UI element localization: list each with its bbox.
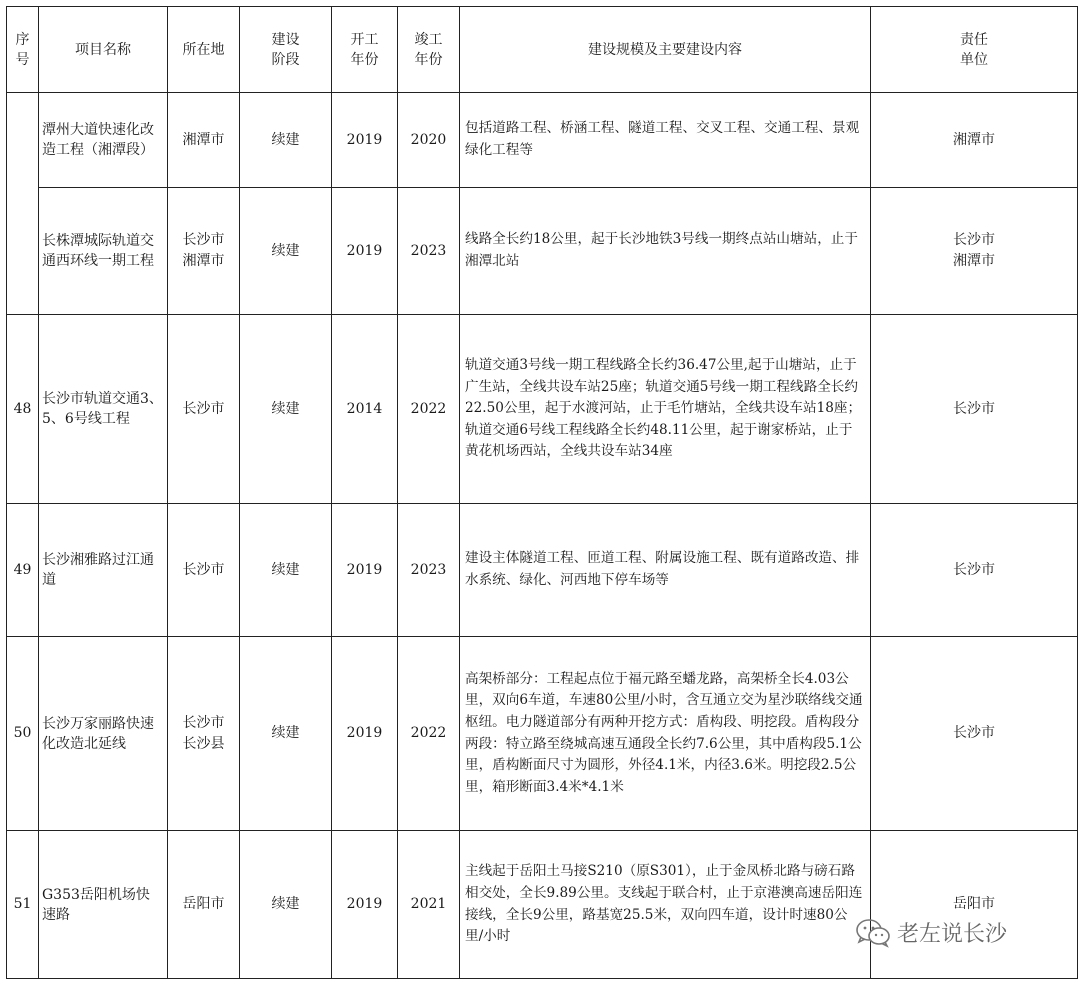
table-row xyxy=(7,93,1078,188)
row-start: 2014 xyxy=(332,315,398,504)
row-stage: 续建 xyxy=(240,93,332,188)
table-row xyxy=(7,831,1078,979)
row-location: 湘潭市 xyxy=(168,93,240,188)
row-unit: 岳阳市 xyxy=(871,831,1078,979)
table-row xyxy=(7,637,1078,831)
project-table xyxy=(6,6,1078,979)
row-end: 2022 xyxy=(398,315,460,504)
row-stage: 续建 xyxy=(240,188,332,315)
row-unit: 长沙市 xyxy=(871,504,1078,637)
row-stage: 续建 xyxy=(240,637,332,831)
row-start: 2019 xyxy=(332,188,398,315)
row-seq: 49 xyxy=(7,504,39,637)
row-content: 线路全长约18公里，起于长沙地铁3号线一期终点站山塘站，止于湘潭北站 xyxy=(460,188,871,315)
row-location: 长沙市 湘潭市 xyxy=(168,188,240,315)
row-location: 岳阳市 xyxy=(168,831,240,979)
row-stage: 续建 xyxy=(240,315,332,504)
row-start: 2019 xyxy=(332,93,398,188)
row-name: 长株潭城际轨道交通西环线一期工程 xyxy=(39,188,168,315)
row-end: 2023 xyxy=(398,188,460,315)
header-stage: 建设 阶段 xyxy=(240,7,332,93)
row-seq xyxy=(7,93,39,315)
row-unit: 长沙市 xyxy=(871,315,1078,504)
row-end: 2023 xyxy=(398,504,460,637)
row-location: 长沙市 长沙县 xyxy=(168,637,240,831)
row-name: 长沙万家丽路快速化改造北延线 xyxy=(39,637,168,831)
row-content: 建设主体隧道工程、匝道工程、附属设施工程、既有道路改造、排水系统、绿化、河西地下停车场等 xyxy=(460,504,871,637)
row-seq: 51 xyxy=(7,831,39,979)
row-end: 2022 xyxy=(398,637,460,831)
row-name: 长沙市轨道交通3、5、6号线工程 xyxy=(39,315,168,504)
row-stage: 续建 xyxy=(240,504,332,637)
row-content: 包括道路工程、桥涵工程、隧道工程、交叉工程、交通工程、景观绿化工程等 xyxy=(460,93,871,188)
header-unit: 责任 单位 xyxy=(871,7,1078,93)
row-name: G353岳阳机场快速路 xyxy=(39,831,168,979)
row-seq: 48 xyxy=(7,315,39,504)
row-content: 主线起于岳阳土马接S210（原S301），止于金凤桥北路与磅石路相交处，全长9.89公里。支线起于联合村，止于京港澳高速岳阳连接线，全长9公里，路基宽25.5米，双向四车道，设计时速80公里/小时 xyxy=(460,831,871,979)
row-start: 2019 xyxy=(332,831,398,979)
row-start: 2019 xyxy=(332,504,398,637)
header-start: 开工 年份 xyxy=(332,7,398,93)
row-start: 2019 xyxy=(332,637,398,831)
header-seq: 序 号 xyxy=(7,7,39,93)
row-name: 长沙湘雅路过江通道 xyxy=(39,504,168,637)
row-end: 2020 xyxy=(398,93,460,188)
row-content: 高架桥部分：工程起点位于福元路至蟠龙路，高架桥全长4.03公里，双向6车道，车速80公里/小时，含互通立交为星沙联络线交通枢纽。电力隧道部分有两种开挖方式：盾构段、明挖段。盾构段分两段：特立路至绕城高速互通段全长约7.6公里，其中盾构段5.1公里，盾构断面尺寸为圆形，外径4.1米，内径3.6米。明挖段2.5公里，箱形断面3.4米*4.1米 xyxy=(460,637,871,831)
row-unit: 长沙市 湘潭市 xyxy=(871,188,1078,315)
header-row xyxy=(7,7,1078,93)
row-unit: 长沙市 xyxy=(871,637,1078,831)
table-row xyxy=(7,504,1078,637)
watermark xyxy=(855,917,1007,948)
row-unit: 湘潭市 xyxy=(871,93,1078,188)
table-row xyxy=(7,188,1078,315)
row-seq: 50 xyxy=(7,637,39,831)
header-end: 竣工 年份 xyxy=(398,7,460,93)
header-location: 所在地 xyxy=(168,7,240,93)
row-stage: 续建 xyxy=(240,831,332,979)
row-location: 长沙市 xyxy=(168,504,240,637)
row-name: 潭州大道快速化改造工程（湘潭段） xyxy=(39,93,168,188)
header-name: 项目名称 xyxy=(39,7,168,93)
row-end: 2021 xyxy=(398,831,460,979)
table-row xyxy=(7,315,1078,504)
row-location: 长沙市 xyxy=(168,315,240,504)
row-content: 轨道交通3号线一期工程线路全长约36.47公里,起于山塘站，止于广生站，全线共设车站25座；轨道交通5号线一期工程线路全长约22.50公里，起于水渡河站，止于毛竹塘站，全线共设车站18座；轨道交通6号线工程线路全长约48.11公里，起于谢家桥站，止于黄花机场西站，全线共设车站34座 xyxy=(460,315,871,504)
wechat-icon xyxy=(855,918,891,948)
watermark-text: 老左说长沙 xyxy=(897,922,1008,947)
header-content: 建设规模及主要建设内容 xyxy=(460,7,871,93)
